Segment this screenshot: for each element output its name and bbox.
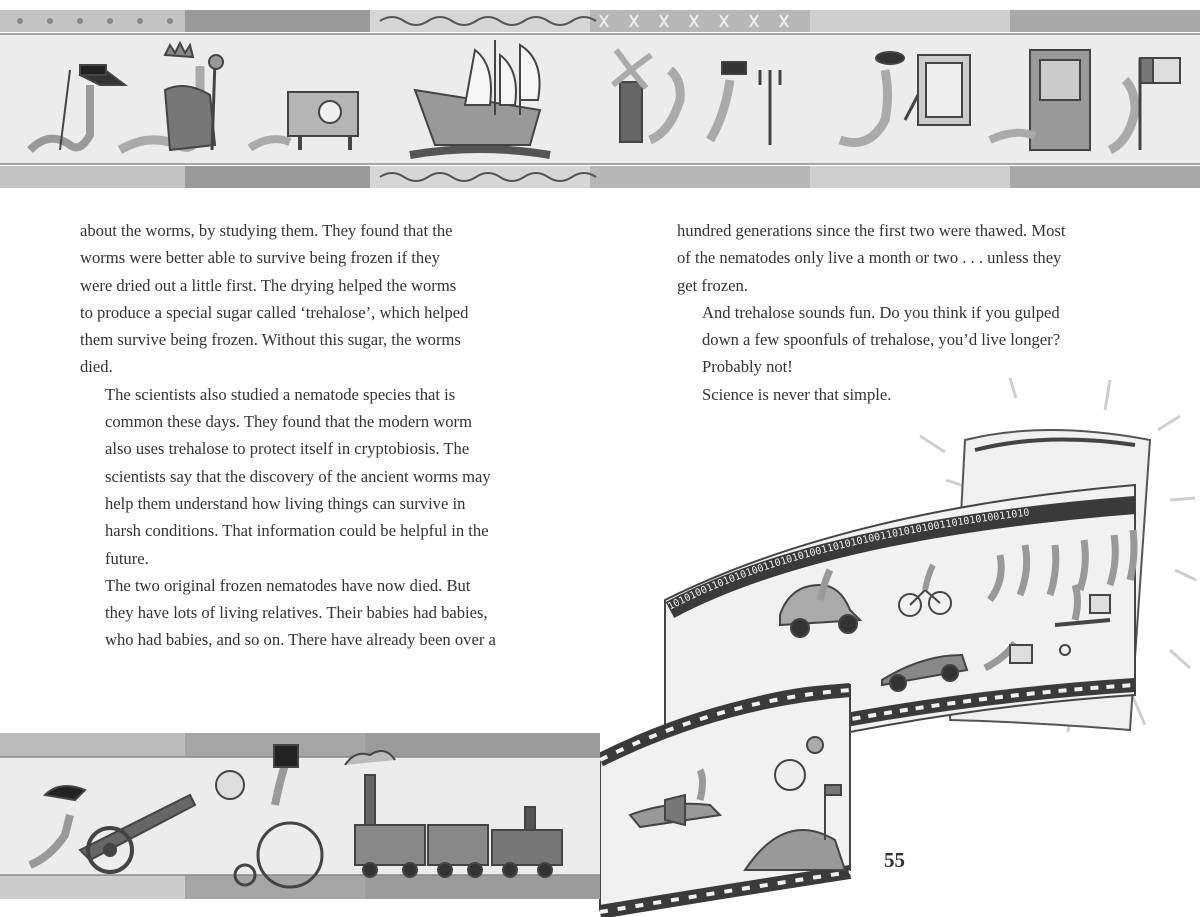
paragraph xyxy=(677,217,1122,299)
paragraph xyxy=(80,217,525,381)
paragraph xyxy=(80,572,525,654)
text-line: them survive being frozen. Without this sugar, the worms xyxy=(80,330,461,350)
text-line: worms were better able to survive being frozen if they xyxy=(80,248,440,268)
text-line: were dried out a little first. The drying helped the worms xyxy=(80,275,457,295)
text-line: harsh conditions. That information could be helpful in the xyxy=(105,521,489,541)
text-line: future. xyxy=(105,548,149,568)
paragraph xyxy=(677,353,1122,380)
text-line: Science is never that simple. xyxy=(702,384,892,404)
text-line: The scientists also studied a nematode species that is xyxy=(105,384,456,404)
bottom-illustration-band xyxy=(0,725,1200,917)
page-number: 55 xyxy=(884,848,905,872)
text-line: get frozen. xyxy=(677,275,748,295)
text-line: also uses trehalose to protect itself in cryptobiosis. The xyxy=(105,439,470,459)
binary-strip-text: 10101001101010100110101010011010101001101010100110101010011010 xyxy=(666,507,1031,613)
paragraph xyxy=(677,381,1122,408)
text-line: common these days. They found that the modern worm xyxy=(105,412,472,432)
text-line: of the nematodes only live a month or two . . . unless they xyxy=(677,248,1062,268)
text-line: died. xyxy=(80,357,113,377)
left-text-column xyxy=(80,217,525,654)
text-line: down a few spoonfuls of trehalose, you’d live longer? xyxy=(702,330,1061,350)
text-line: hundred generations since the first two were thawed. Most xyxy=(677,221,1066,240)
text-line: scientists say that the discovery of the ancient worms may xyxy=(105,466,491,486)
text-line: Probably not! xyxy=(702,357,793,377)
paragraph xyxy=(677,299,1122,354)
paragraph xyxy=(80,381,525,572)
text-line: help them understand how living things can survive in xyxy=(105,493,466,513)
text-line: who had babies, and so on. There have already been over a xyxy=(105,630,496,650)
text-line: The two original frozen nematodes have now died. But xyxy=(105,575,471,595)
text-line: they have lots of living relatives. Their babies had babies, xyxy=(105,603,488,623)
text-line: about the worms, by studying them. They found that the xyxy=(80,221,453,240)
text-line: And trehalose sounds fun. Do you think if you gulped xyxy=(702,302,1060,322)
text-line: to produce a special sugar called ‘trehalose’, which helped xyxy=(80,302,469,322)
right-text-column xyxy=(677,217,1122,408)
